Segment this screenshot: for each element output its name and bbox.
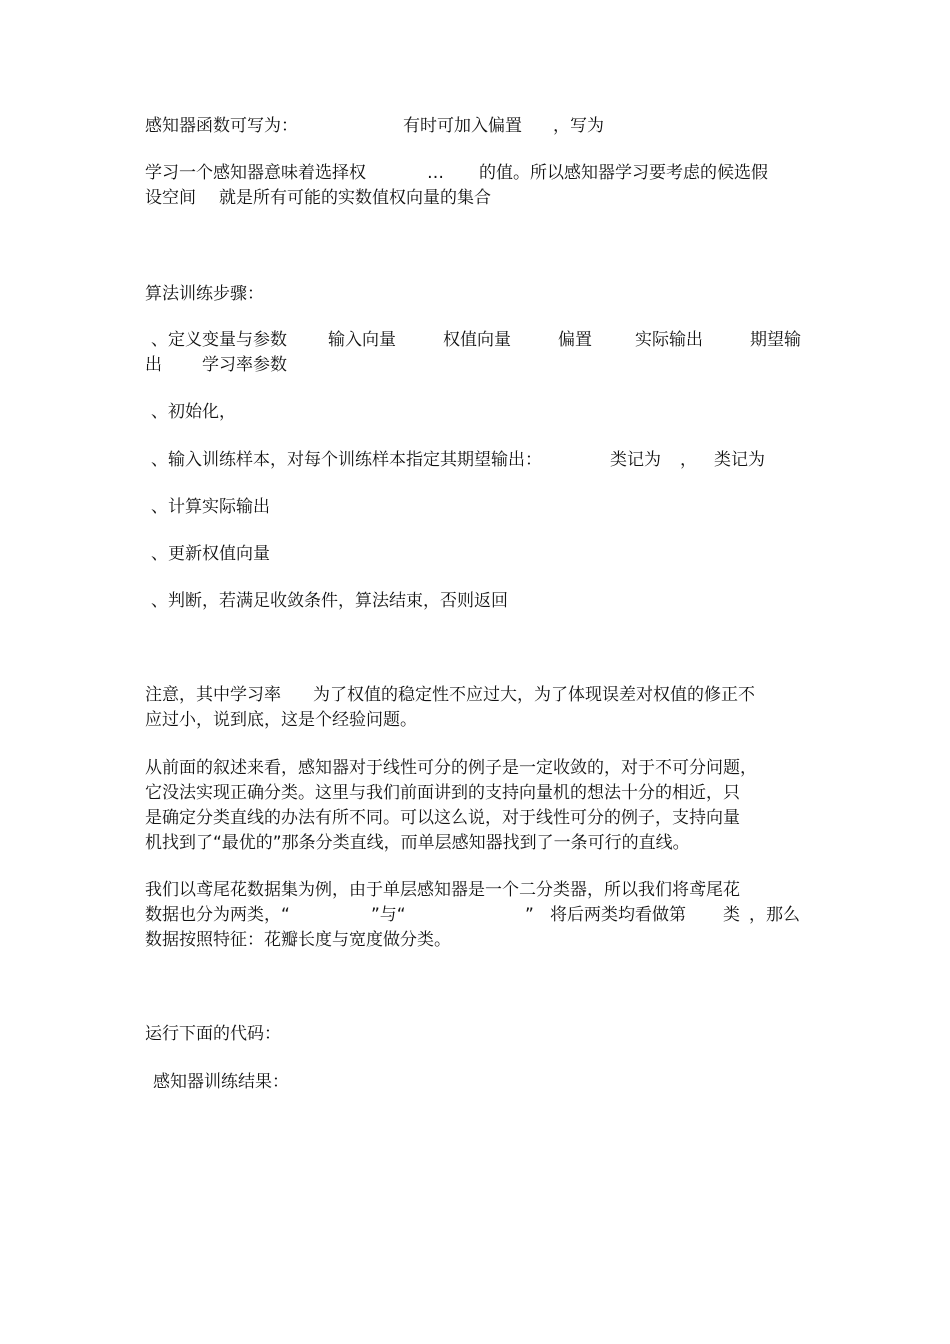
para-3-text-6: ，那么 <box>749 905 800 925</box>
para-3-line-1: 我们以鸢尾花数据集为例，由于单层感知器是一个二分类器，所以我们将鸢尾花 <box>145 880 740 900</box>
learn-text-1: 学习一个感知器意味着选择权 <box>145 163 366 183</box>
step-4: 、计算实际输出 <box>151 497 270 517</box>
note-1-line-2: 应过小，说到底，这是个经验问题。 <box>145 710 417 730</box>
step-3-text-4: 类记为 <box>714 450 765 470</box>
step-1-text-3: 权值向量 <box>443 330 511 350</box>
step-1-text-4: 偏置 <box>558 330 592 350</box>
para-3-text-3: ” <box>525 905 534 925</box>
para-3-line-2 <box>145 903 810 927</box>
step-1-text-7: 出 <box>145 355 162 375</box>
para-3-text-2: ”与“ <box>371 905 406 925</box>
step-3-text-1: 、输入训练样本，对每个训练样本指定其期望输出： <box>151 450 542 470</box>
learn-text-4: 设空间 <box>145 188 196 208</box>
para-3-text-1: 数据也分为两类，“ <box>145 905 290 925</box>
note-1-text-1: 注意，其中学习率 <box>145 685 281 705</box>
steps-title: 算法训练步骤： <box>145 284 264 304</box>
note-1-line-1 <box>145 683 810 707</box>
step-1-line-2 <box>145 353 810 377</box>
learn-text-3: 的值。所以感知器学习要考虑的候选假 <box>479 163 768 183</box>
learn-line-2 <box>145 186 810 210</box>
training-result-label: 感知器训练结果： <box>153 1072 289 1092</box>
para-3-line-3: 数据按照特征：花瓣长度与宽度做分类。 <box>145 930 451 950</box>
formula-line <box>145 114 810 138</box>
step-1-text-1: 、定义变量与参数 <box>151 330 287 350</box>
note-1-text-2: 为了权值的稳定性不应过大，为了体现误差对权值的修正不 <box>313 685 755 705</box>
formula-text-3: ，写为 <box>553 116 604 136</box>
step-2: 、初始化， <box>151 402 236 422</box>
step-5: 、更新权值向量 <box>151 544 270 564</box>
step-1-text-2: 输入向量 <box>328 330 396 350</box>
para-3-text-5: 类 <box>723 905 740 925</box>
learn-text-5: 就是所有可能的实数值权向量的集合 <box>219 188 491 208</box>
step-1-text-6: 期望输 <box>750 330 801 350</box>
para-2-line-4: 机找到了“最优的”那条分类直线，而单层感知器找到了一条可行的直线。 <box>145 833 690 853</box>
step-1-line-1 <box>145 328 810 352</box>
para-2-line-3: 是确定分类直线的办法有所不同。可以这么说，对于线性可分的例子，支持向量 <box>145 808 740 828</box>
step-3-line <box>145 448 810 472</box>
run-code-label: 运行下面的代码： <box>145 1024 281 1044</box>
step-6: 、判断，若满足收敛条件，算法结束，否则返回 <box>151 591 508 611</box>
para-2-line-2: 它没法实现正确分类。这里与我们前面讲到的支持向量机的想法十分的相近，只 <box>145 783 740 803</box>
learn-line-1 <box>145 161 810 185</box>
formula-text-1: 感知器函数可写为： <box>145 116 298 136</box>
para-3-text-4: 将后两类均看做第 <box>550 905 686 925</box>
step-1-text-5: 实际输出 <box>635 330 703 350</box>
step-1-text-8: 学习率参数 <box>202 355 287 375</box>
step-3-text-2: 类记为 <box>610 450 661 470</box>
formula-text-2: 有时可加入偏置 <box>403 116 522 136</box>
step-3-text-3: ， <box>680 450 697 470</box>
para-2-line-1: 从前面的叙述来看，感知器对于线性可分的例子是一定收敛的，对于不可分问题， <box>145 758 757 778</box>
learn-ellipsis: … <box>427 163 444 183</box>
